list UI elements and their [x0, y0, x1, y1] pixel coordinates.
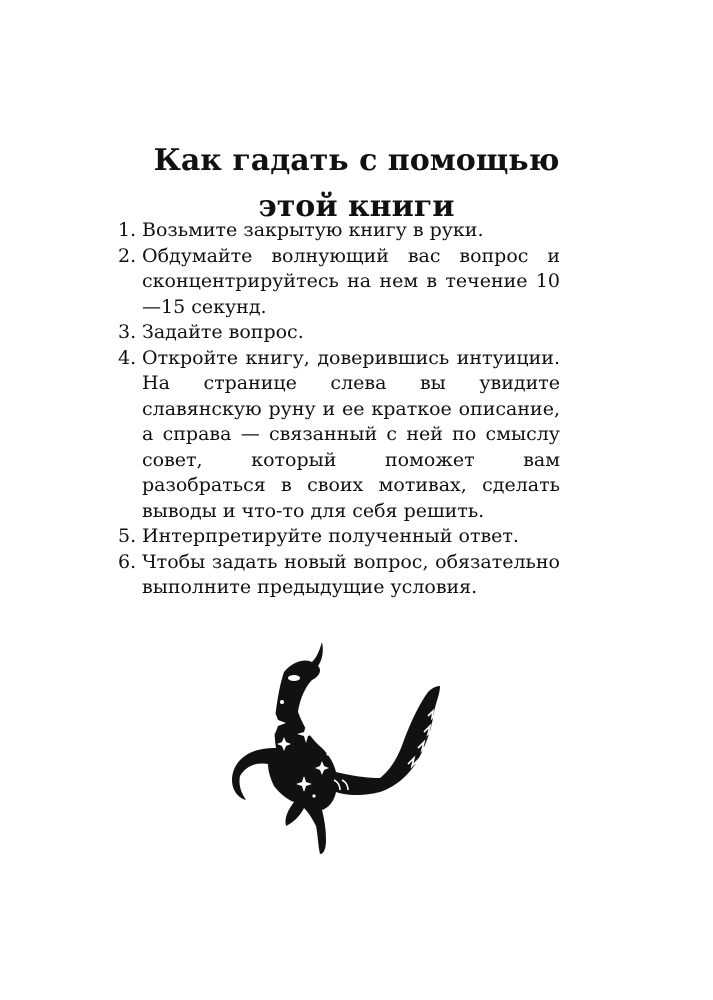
step-text: Интерпретируйте полученный ответ.: [142, 525, 519, 547]
step-text: Возьмите закрытую книгу в руки.: [142, 219, 484, 241]
page-title-line-1: Как гадать с помощью: [153, 143, 560, 178]
step-text: Откройте книгу, доверившись интуиции. На странице слева вы увидите славянскую руну и ее краткое описание, а справа — связанный с ней по смыслу совет, который поможет вам разобраться в своих мотивах, сделать выводы и что-то для себя решить.: [142, 346, 560, 522]
list-item: [118, 244, 560, 321]
page-title-line-2: этой книги: [258, 189, 455, 224]
list-item: [118, 218, 560, 244]
step-number: 5.: [118, 525, 137, 547]
step-number: 4.: [118, 346, 137, 369]
step-number: 1.: [118, 219, 137, 241]
page-title: [0, 138, 713, 230]
step-text: Задайте вопрос.: [142, 321, 304, 343]
step-text: Чтобы задать новый вопрос, обязательно выполните предыдущие условия.: [142, 550, 560, 598]
list-item: [118, 320, 560, 346]
step-number: 3.: [118, 321, 137, 343]
instruction-list: [118, 218, 560, 601]
step-number: 2.: [118, 244, 137, 267]
list-item: [118, 524, 560, 550]
step-text: Обдумайте волнующий вас вопрос и сконцентрируйтесь на нем в течение 10—15 секунд.: [142, 244, 560, 318]
fox-silhouette-icon: [222, 640, 454, 858]
list-item: [118, 346, 560, 525]
list-item: [118, 550, 560, 601]
step-number: 6.: [118, 550, 137, 573]
